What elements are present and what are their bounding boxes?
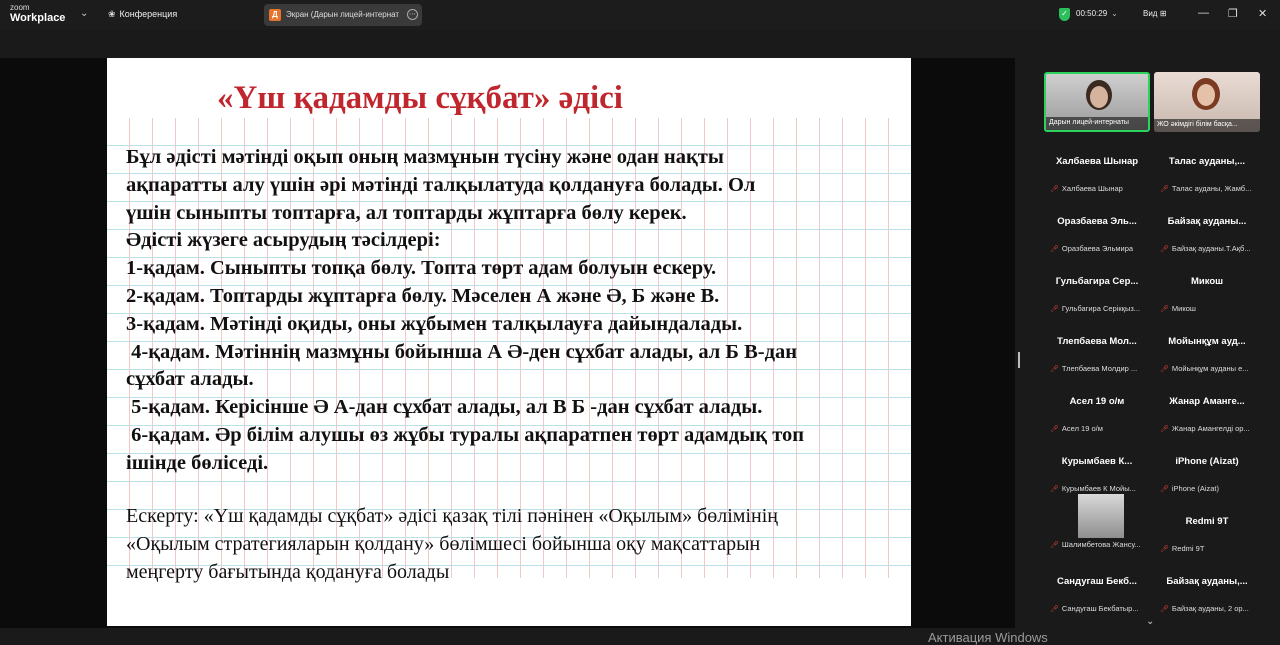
participant-tile[interactable]	[1154, 442, 1260, 500]
participant-face	[1197, 84, 1215, 106]
participant-tile[interactable]	[1044, 562, 1150, 620]
video-name: Дарын лицей-интернаты	[1046, 117, 1148, 130]
screen-share-tab[interactable]	[264, 4, 422, 26]
participant-name: Микош	[1190, 276, 1224, 287]
shield-check-icon[interactable]: ✓	[1059, 8, 1070, 21]
participant-name: Мойынқұм ауд...	[1168, 336, 1246, 347]
timer-value: 00:50:29	[1076, 9, 1108, 18]
participant-label: Байзақ ауданы.Т.Ақб...	[1171, 244, 1251, 253]
participant-tile[interactable]	[1154, 322, 1260, 380]
participant-tile[interactable]	[1044, 142, 1150, 200]
mic-muted-icon: 🎤︎	[1050, 246, 1059, 253]
participant-face	[1090, 86, 1108, 108]
more-options-icon[interactable]: ⋯	[409, 11, 416, 18]
participant-label: Халбаева Шынар	[1061, 184, 1123, 193]
title-bar	[0, 0, 1280, 30]
participant-label: Микош	[1171, 304, 1196, 313]
restore-icon[interactable]: ❐	[1228, 8, 1238, 20]
mic-muted-icon: 🎤︎	[1160, 546, 1169, 553]
minimize-icon[interactable]: —	[1198, 7, 1209, 19]
participant-tile[interactable]	[1154, 262, 1260, 320]
slide-body	[126, 144, 896, 478]
video-tile-active-speaker[interactable]	[1044, 72, 1150, 132]
participant-tile[interactable]	[1154, 562, 1260, 620]
panel-resize-handle[interactable]	[1018, 352, 1020, 368]
mic-muted-icon: 🎤︎	[1050, 606, 1059, 613]
body-line: сұхбат алады.	[126, 368, 254, 391]
mic-muted-icon: 🎤︎	[1050, 426, 1059, 433]
body-line: Бұл әдісті мәтінді оқып оның мазмұнын түсіну және одан нақты	[126, 146, 724, 168]
body-line: 5-қадам. Керісінше Ә А-дан сұхбат алады, ал В Б -дан сұхбат алады.	[126, 396, 763, 419]
share-badge: Д	[269, 9, 281, 21]
body-line: ақпаратты алу үшін әрі мәтінді талқылатуда қолдануға болады. Ол	[126, 173, 756, 196]
note-line: «Оқылым стратегияларын қолдану» бөлімшесі бойынша оқу мақсаттарын	[126, 533, 761, 555]
mic-muted-icon: 🎤︎	[1160, 306, 1169, 313]
mic-muted-icon: 🎤︎	[1160, 366, 1169, 373]
participant-label: Redmi 9T	[1171, 544, 1205, 553]
participant-label: Оразбаева Эльмира	[1061, 244, 1134, 253]
view-grid-icon: ⊞	[1159, 9, 1167, 18]
chevron-down-icon[interactable]: ⌄	[80, 8, 89, 19]
body-line: үшін сыныпты топтарға, ал топтарды жұптарға бөлу керек.	[126, 201, 687, 224]
participant-name: iPhone (Aizat)	[1175, 456, 1239, 467]
note-line: меңгерту бағытында қодануға болады	[126, 561, 450, 583]
participant-name: Redmi 9T	[1185, 516, 1229, 527]
participant-tile[interactable]	[1044, 262, 1150, 320]
note-line: Ескерту: «Үш қадамды сұқбат» әдісі қазақ тілі пәнінен «Оқылым» бөлімінің	[126, 505, 778, 527]
participant-label: Сандугаш Бекбатыр...	[1061, 604, 1139, 613]
mic-muted-icon: 🎤︎	[1050, 486, 1059, 493]
brand-small: zoom	[10, 3, 30, 12]
conference-label: Конференция	[119, 9, 178, 19]
participant-name: Тлепбаева Мол...	[1057, 336, 1137, 347]
participant-name: Талас ауданы,...	[1168, 156, 1246, 167]
participant-label: Мойынқұм ауданы е...	[1171, 364, 1249, 373]
participant-tile[interactable]	[1154, 382, 1260, 440]
participant-label: Шалимбетова Жансу...	[1061, 540, 1141, 549]
view-label: Вид	[1143, 9, 1158, 18]
body-line: 6-қадам. Әр білім алушы өз жұбы туралы ақпаратпен төрт адамдық топ	[126, 423, 805, 446]
participant-tile[interactable]	[1044, 492, 1150, 560]
participant-name: Асел 19 о/м	[1069, 396, 1125, 407]
mic-muted-icon: 🎤︎	[1160, 186, 1169, 193]
participant-tile[interactable]	[1154, 502, 1260, 560]
gallery-scroll-down-icon[interactable]: ⌄	[1146, 616, 1155, 627]
mic-muted-icon: 🎤︎	[1050, 542, 1059, 549]
view-menu-button[interactable]	[1143, 9, 1166, 18]
meeting-timer[interactable]	[1076, 9, 1118, 18]
body-line: ішінде бөліседі.	[126, 451, 269, 474]
presentation-slide	[107, 58, 911, 626]
participant-name: Курымбаев К...	[1061, 456, 1133, 467]
participant-name: Оразбаева Эль...	[1057, 216, 1137, 227]
zoom-workplace-logo[interactable]	[10, 4, 65, 24]
participant-label: Курымбаев К Мойы...	[1061, 484, 1136, 493]
brand-big: Workplace	[10, 12, 66, 24]
participant-label: Тлепбаева Молдир ...	[1061, 364, 1138, 373]
participant-name: Байзақ ауданы,...	[1166, 576, 1248, 587]
slide-title: «Үш қадамды сұқбат» әдісі	[217, 80, 623, 116]
participant-name: Сандугаш Бекб...	[1057, 576, 1137, 587]
body-line: 2-қадам. Топтарды жұптарға бөлу. Мәселен А және Ә, Б және В.	[126, 284, 720, 307]
body-line: 3-қадам. Мәтінді оқиды, оны жұбымен талқылауға дайындалады.	[126, 312, 743, 335]
participant-gallery	[1040, 68, 1264, 624]
participant-label: Байзақ ауданы, 2 ор...	[1171, 604, 1249, 613]
participant-label: iPhone (Aizat)	[1171, 484, 1219, 493]
participant-tile[interactable]	[1154, 142, 1260, 200]
participant-tile[interactable]	[1154, 202, 1260, 260]
timer-chevron-icon: ⌄	[1111, 9, 1118, 18]
participant-label: Жанар Амангелді ор...	[1171, 424, 1250, 433]
windows-activation-watermark: Активация Windows	[928, 630, 1048, 645]
participant-tile[interactable]	[1044, 322, 1150, 380]
paw-icon: ❀	[108, 9, 116, 19]
participant-video-thumbnail	[1078, 494, 1124, 538]
mic-muted-icon: 🎤︎	[1050, 366, 1059, 373]
mic-muted-icon: 🎤︎	[1160, 426, 1169, 433]
mic-muted-icon: 🎤︎	[1160, 486, 1169, 493]
video-tile[interactable]	[1154, 72, 1260, 132]
video-name: ЖО әкімдігі білім басқа...	[1154, 119, 1260, 132]
mic-muted-icon: 🎤︎	[1160, 606, 1169, 613]
mic-muted-icon: 🎤︎	[1050, 186, 1059, 193]
participant-name: Жанар Аманге...	[1169, 396, 1245, 407]
close-icon[interactable]: ✕	[1258, 8, 1268, 20]
body-line: 4-қадам. Мәтіннің мазмұны бойынша А Ә-ден сұхбат алады, ал Б В-дан	[126, 340, 798, 363]
participant-name: Халбаева Шынар	[1055, 156, 1139, 167]
conference-button[interactable]	[108, 9, 177, 20]
participant-name: Гульбагира Сер...	[1055, 276, 1139, 287]
body-line: Әдісті жүзеге асырудың тәсілдері:	[126, 229, 441, 252]
slide-note	[126, 502, 896, 586]
participant-tile[interactable]	[1044, 382, 1150, 440]
body-line: 1-қадам. Сыныпты топқа бөлу. Топта төрт адам болуын ескеру.	[126, 257, 717, 280]
share-tab-label: Экран (Дарын лицей-интернат	[286, 10, 400, 19]
participant-label: Асел 19 о/м	[1061, 424, 1103, 433]
participant-tile[interactable]	[1044, 202, 1150, 260]
participant-label: Гульбагира Серікқыз...	[1061, 304, 1141, 313]
participant-label: Талас ауданы, Жамб...	[1171, 184, 1252, 193]
participant-name: Байзақ ауданы...	[1167, 216, 1247, 227]
mic-muted-icon: 🎤︎	[1050, 306, 1059, 313]
mic-muted-icon: 🎤︎	[1160, 246, 1169, 253]
